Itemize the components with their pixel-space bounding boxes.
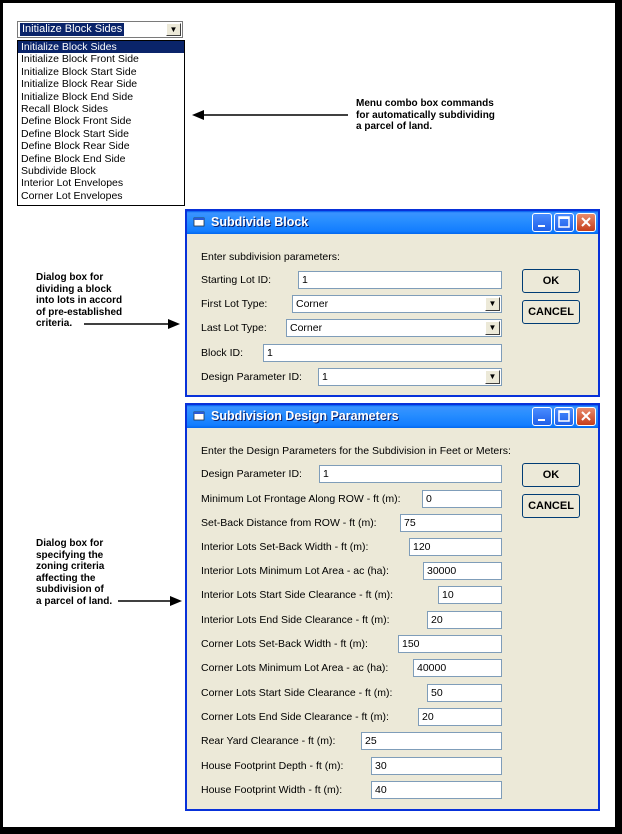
close-button[interactable] xyxy=(576,407,596,426)
ok-button[interactable]: OK xyxy=(522,463,580,487)
last-lot-type-select[interactable] xyxy=(286,319,502,337)
starting-lot-label: Starting Lot ID: xyxy=(201,274,272,286)
list-item[interactable]: Define Block Front Side xyxy=(21,115,132,128)
list-item[interactable]: Define Block Rear Side xyxy=(21,140,130,153)
design-annotation: Dialog box for specifying the zoning criteria affecting the subdivision of a parcel of land. xyxy=(36,538,113,607)
design-parameter-id-select[interactable] xyxy=(318,368,502,386)
list-item[interactable]: Define Block Start Side xyxy=(21,127,129,140)
prompt-text: Enter the Design Parameters for the Subdivision in Feet or Meters: xyxy=(201,445,511,457)
list-item[interactable]: Interior Lot Envelopes xyxy=(21,177,124,190)
first-lot-type-select[interactable] xyxy=(292,295,502,313)
interior-setback-width-field[interactable]: 120 xyxy=(409,538,502,556)
block-id-label: Block ID: xyxy=(201,347,244,359)
field-label: Interior Lots End Side Clearance - ft (m): xyxy=(201,614,390,626)
chevron-down-icon[interactable]: ▼ xyxy=(485,370,500,384)
arrow-right-icon xyxy=(118,595,184,607)
corner-start-clearance-field[interactable]: 50 xyxy=(427,684,502,702)
minimize-button[interactable] xyxy=(532,407,552,426)
close-button[interactable] xyxy=(576,213,596,232)
minimize-button[interactable] xyxy=(532,213,552,232)
interior-min-lot-area-field[interactable]: 30000 xyxy=(423,562,502,580)
chevron-down-icon[interactable]: ▼ xyxy=(485,297,500,311)
field-label: Set-Back Distance from ROW - ft (m): xyxy=(201,517,377,529)
field-label: House Footprint Depth - ft (m): xyxy=(201,760,344,772)
field-label: Interior Lots Start Side Clearance - ft (m): xyxy=(201,589,393,601)
corner-setback-width-field[interactable]: 150 xyxy=(398,635,502,653)
window-icon xyxy=(193,216,205,228)
list-item[interactable]: Initialize Block Start Side xyxy=(21,65,137,78)
field-label: Corner Lots Set-Back Width - ft (m): xyxy=(201,638,368,650)
chevron-down-icon[interactable]: ▼ xyxy=(166,23,181,36)
field-label: Corner Lots Minimum Lot Area - ac (ha): xyxy=(201,662,389,674)
last-lot-type-label: Last Lot Type: xyxy=(201,322,267,334)
field-label: Design Parameter ID: xyxy=(201,468,302,480)
design-parameters-dialog xyxy=(185,403,600,811)
close-icon xyxy=(577,408,595,425)
maximize-icon xyxy=(555,214,573,231)
window-icon xyxy=(193,410,205,422)
first-lot-type-label: First Lot Type: xyxy=(201,298,268,310)
field-label: Minimum Lot Frontage Along ROW - ft (m): xyxy=(201,493,401,505)
dialog-title: Subdivide Block xyxy=(211,215,309,229)
menu-annotation: Menu combo box commands for automatically subdividing a parcel of land. xyxy=(356,98,495,132)
design-parameter-id-field[interactable]: 1 xyxy=(319,465,502,483)
maximize-button[interactable] xyxy=(554,407,574,426)
design-parameter-id-label: Design Parameter ID: xyxy=(201,371,302,383)
setback-distance-field[interactable]: 75 xyxy=(400,514,502,532)
list-item[interactable]: Initialize Block Rear Side xyxy=(21,78,138,91)
list-item[interactable]: Subdivide Block xyxy=(21,164,96,177)
min-lot-frontage-field[interactable]: 0 xyxy=(422,490,502,508)
field-label: Corner Lots End Side Clearance - ft (m): xyxy=(201,711,389,723)
design-parameter-id-value: 1 xyxy=(322,371,328,383)
corner-end-clearance-field[interactable]: 20 xyxy=(418,708,502,726)
title-bar xyxy=(187,405,598,428)
house-footprint-width-field[interactable]: 40 xyxy=(371,781,502,799)
list-item[interactable]: Initialize Block Front Side xyxy=(21,53,139,66)
list-item[interactable]: Initialize Block End Side xyxy=(21,90,134,103)
field-label: Corner Lots Start Side Clearance - ft (m): xyxy=(201,687,393,699)
chevron-down-icon[interactable]: ▼ xyxy=(485,321,500,335)
dialog-title: Subdivision Design Parameters xyxy=(211,409,399,423)
corner-min-lot-area-field[interactable]: 40000 xyxy=(413,659,502,677)
field-label: House Footprint Width - ft (m): xyxy=(201,784,343,796)
first-lot-type-value: Corner xyxy=(296,298,329,310)
starting-lot-field[interactable]: 1 xyxy=(298,271,502,289)
minimize-icon xyxy=(533,214,551,231)
ok-button[interactable]: OK xyxy=(522,269,580,293)
maximize-button[interactable] xyxy=(554,213,574,232)
cancel-button[interactable]: CANCEL xyxy=(522,300,580,324)
cancel-button[interactable]: CANCEL xyxy=(522,494,580,518)
list-item[interactable]: Corner Lot Envelopes xyxy=(21,189,123,202)
maximize-icon xyxy=(555,408,573,425)
minimize-icon xyxy=(533,408,551,425)
subdivide-annotation: Dialog box for dividing a block into lots in accord of pre-established criteria. xyxy=(36,272,123,329)
rear-yard-clearance-field[interactable]: 25 xyxy=(361,732,502,750)
field-label: Interior Lots Minimum Lot Area - ac (ha): xyxy=(201,565,389,577)
field-label: Interior Lots Set-Back Width - ft (m): xyxy=(201,541,369,553)
subdivide-block-dialog xyxy=(185,209,600,397)
title-bar xyxy=(187,211,598,234)
block-id-field[interactable]: 1 xyxy=(263,344,502,362)
combo-selected-value: Initialize Block Sides xyxy=(22,23,123,35)
list-item[interactable]: Define Block End Side xyxy=(21,152,126,165)
interior-start-clearance-field[interactable]: 10 xyxy=(438,586,502,604)
arrow-left-icon xyxy=(190,108,350,122)
combo-dropdown-list[interactable] xyxy=(17,40,185,206)
last-lot-type-value: Corner xyxy=(290,322,323,334)
prompt-text: Enter subdivision parameters: xyxy=(201,251,340,263)
command-combo-box[interactable] xyxy=(17,21,183,38)
arrow-right-icon xyxy=(84,318,182,330)
interior-end-clearance-field[interactable]: 20 xyxy=(427,611,502,629)
field-label: Rear Yard Clearance - ft (m): xyxy=(201,735,336,747)
house-footprint-depth-field[interactable]: 30 xyxy=(371,757,502,775)
list-item[interactable]: Initialize Block Sides xyxy=(18,41,184,53)
list-item[interactable]: Recall Block Sides xyxy=(21,102,108,115)
close-icon xyxy=(577,214,595,231)
